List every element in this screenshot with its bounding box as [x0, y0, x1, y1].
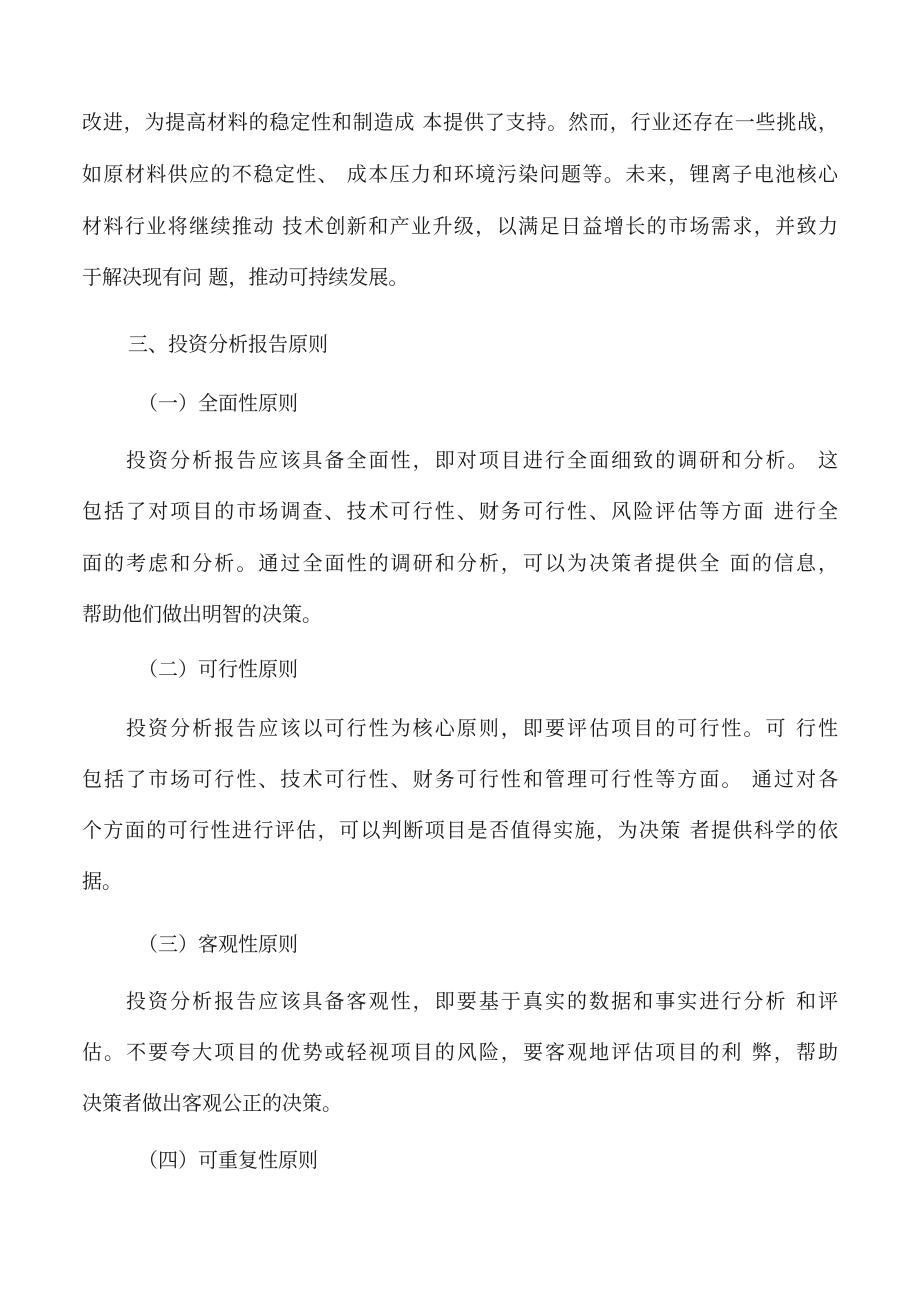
principle-1-line-3: 面的考虑和分析。通过全面性的调研和分析，可以为决策者提供全 面的信息，: [82, 551, 838, 575]
principle-2-line-1: 投资分析报告应该以可行性为核心原则，即要评估项目的可行性。可 行性: [126, 716, 838, 740]
principle-1-line-2: 包括了对项目的市场调查、技术可行性、财务可行性、风险评估等方面 进行全: [82, 499, 838, 523]
principle-2-line-4: 据。: [82, 869, 122, 893]
intro-line-4: 于解决现有问 题，推动可持续发展。: [82, 265, 409, 289]
principle-3-line-3: 决策者做出客观公正的决策。: [82, 1091, 342, 1115]
principle-1-line-4: 帮助他们做出明智的决策。: [82, 602, 322, 626]
intro-line-2: 如原材料供应的不稳定性、 成本压力和环境污染问题等。未来，锂离子电池核心: [82, 162, 838, 186]
principle-1-line-1: 投资分析报告应该具备全面性，即对项目进行全面细致的调研和分析。 这: [126, 448, 838, 472]
intro-line-3: 材料行业将继续推动 技术创新和产业升级，以满足日益增长的市场需求，并致力: [82, 214, 838, 238]
principle-3-line-2: 估。不要夸大项目的优势或轻视项目的风险，要客观地评估项目的利 弊，帮助: [82, 1040, 838, 1064]
principle-1-title: （一）全面性原则: [138, 391, 298, 415]
section-heading: 三、投资分析报告原则: [128, 332, 328, 356]
principle-2-title: （二）可行性原则: [138, 657, 298, 681]
principle-2-line-3: 个方面的可行性进行评估，可以判断项目是否值得实施，为决策 者提供科学的依: [82, 818, 838, 842]
intro-line-1: 改进，为提高材料的稳定性和制造成 本提供了支持。然而，行业还存在一些挑战，: [82, 110, 838, 134]
principle-4-title: （四）可重复性原则: [138, 1148, 318, 1172]
principle-3-line-1: 投资分析报告应该具备客观性，即要基于真实的数据和事实进行分析 和评: [126, 989, 838, 1013]
principle-3-title: （三）客观性原则: [138, 932, 298, 956]
principle-2-line-2: 包括了市场可行性、技术可行性、财务可行性和管理可行性等方面。 通过对各: [82, 767, 838, 791]
